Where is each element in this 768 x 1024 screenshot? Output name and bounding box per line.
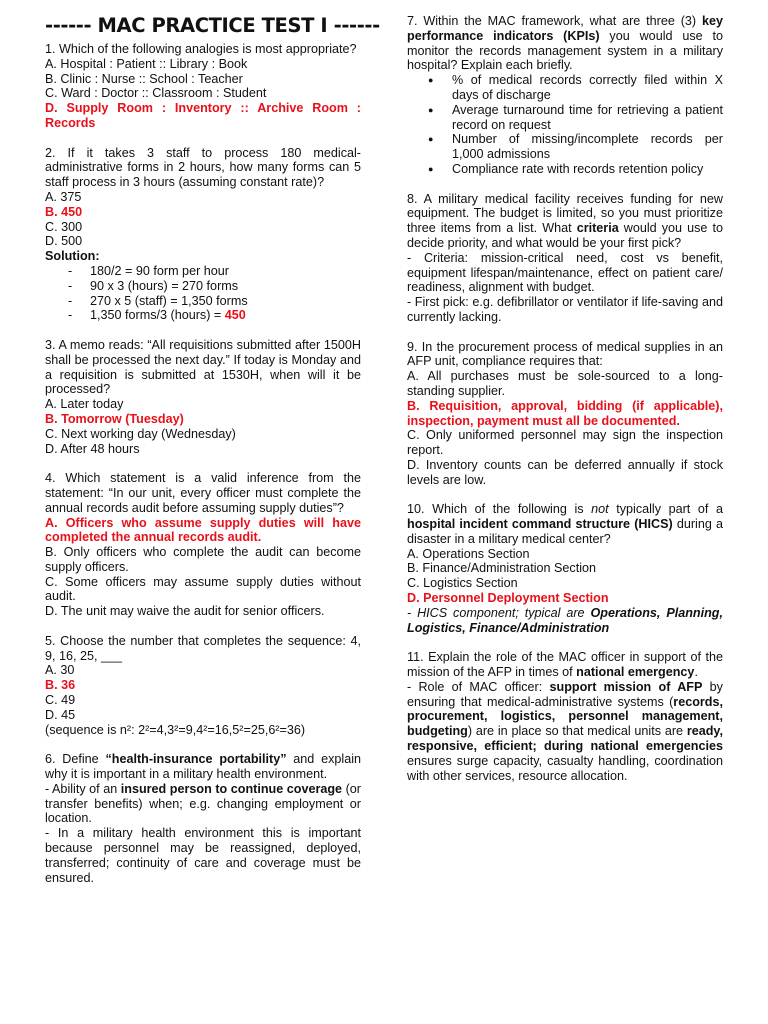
option-b-correct: B. 36: [45, 678, 76, 693]
option-c: C. Some officers may assume supply duties without audit.: [45, 574, 361, 604]
question-stem: 7. Within the MAC framework, what are three (3) key performance indicators (KPIs) you would use to monitor the records management system in a military hospital? Explain each briefly.: [407, 14, 724, 73]
kpi-item: ● Compliance rate with records retention policy: [428, 162, 723, 177]
option-c: C. Ward : Doctor :: Classroom : Student: [45, 86, 267, 101]
answer-line: - First pick: e.g. defibrillator or ventilator if life-saving and currently lacking.: [407, 295, 723, 324]
option-d: D. 500: [45, 234, 83, 249]
solution-step: - 1,350 forms/3 (hours) = 450: [68, 308, 361, 323]
option-c: C. 300: [45, 219, 83, 234]
question-stem: 6. Define “health-insurance portability” and explain why it is important in a military health environment.: [45, 752, 362, 782]
solution-answer: 450: [224, 308, 246, 323]
question-stem: 10. Which of the following is not typically part of a hospital incident command structure (HICS) during a disaster in a military medical center?: [407, 502, 723, 546]
solution-step: - 270 x 5 (staff) = 1,350 forms: [68, 294, 361, 309]
left-column: [45, 12, 380, 885]
solution-step: - 180/2 = 90 form per hour: [68, 264, 361, 279]
option-b: B. Finance/Administration Section: [407, 561, 596, 576]
option-c: C. Only uniformed personnel may sign the inspection report.: [407, 428, 723, 458]
option-c: C. Logistics Section: [407, 576, 518, 591]
question-stem: 8. A military medical facility receives funding for new equipment. The budget is limited, so you must prioritize three items from a list. What criteria would you use to decide priority, and what would be your first pick?: [407, 191, 723, 250]
question-1: [45, 42, 361, 131]
solution-steps: [45, 264, 361, 323]
option-a: A. Hospital : Patient :: Library : Book: [45, 56, 248, 71]
question-4: [45, 471, 361, 619]
solution-step: - 90 x 3 (hours) = 270 forms: [68, 279, 361, 294]
option-b: B. Only officers who complete the audit can become supply officers.: [45, 545, 361, 574]
kpi-item: ● Average turnaround time for retrieving a patient record on request: [428, 103, 723, 133]
answer-line: - Role of MAC officer: support mission of AFP by ensuring that medical-administrative systems (records, procurement, logistics, personnel management, budgeting) are in place so that medical units are ready, responsive, efficient; during national emergencies ensures surge capacity, casualty handling, coordination with other services, resource allocation.: [407, 679, 723, 783]
question-stem: 11. Explain the role of the MAC officer in support of the mission of the AFP in times of national emergency.: [407, 650, 723, 680]
option-a: A. Later today: [45, 397, 124, 412]
answer-line: - Criteria: mission-critical need, cost vs benefit, equipment lifespan/maintenance, effect on patient care/ readiness, alignment with budget.: [407, 250, 723, 295]
question-stem: 9. In the procurement process of medical supplies in an AFP unit, compliance requires that:: [407, 339, 723, 369]
question-stem: 3. A memo reads: “All requisitions submitted after 1500H shall be processed the next day.” If today is Monday and a requisition is submitted at 1530H, when will it be processed?: [45, 337, 361, 397]
option-d-correct: D. Personnel Deployment Section: [407, 591, 609, 606]
page-title: ------ MAC PRACTICE TEST I ------: [45, 14, 380, 37]
option-a: A. 30: [45, 663, 75, 678]
option-a: A. Operations Section: [407, 546, 530, 561]
option-d: D. The unit may waive the audit for senior officers.: [45, 604, 325, 619]
option-c: C. 49: [45, 693, 76, 708]
hics-note: - HICS component; typical are Operations, Planning, Logistics, Finance/Administration: [407, 605, 723, 635]
question-3: [45, 338, 361, 456]
option-b-correct: B. Tomorrow (Tuesday): [45, 411, 184, 426]
sequence-note: (sequence is n²: 2²=4,3²=9,4²=16,5²=25,6²=36): [45, 722, 306, 737]
question-9: [407, 340, 723, 488]
kpi-item: ● Number of missing/incomplete records per 1,000 admissions: [428, 132, 723, 162]
answer-line: - In a military health environment this is important because personnel may be reassigned, deployed, transferred; continuity of care and coverage must be ensured.: [45, 826, 361, 885]
question-7: [407, 14, 723, 177]
question-stem: 5. Choose the number that completes the sequence: 4, 9, 16, 25, ___: [45, 633, 361, 663]
question-stem: 1. Which of the following analogies is most appropriate?: [45, 42, 357, 56]
option-d: D. 45: [45, 707, 76, 722]
option-b: B. Clinic : Nurse :: School : Teacher: [45, 71, 243, 86]
option-a-correct: A. Officers who assume supply duties will have completed the annual records audit.: [45, 515, 361, 545]
question-8: [407, 192, 723, 325]
solution-label: Solution:: [45, 249, 100, 264]
question-10: [407, 502, 723, 635]
question-stem: 4. Which statement is a valid inference from the statement: “In our unit, every officer must complete the annual records audit before assuming supply duties”?: [45, 471, 361, 515]
question-stem: 2. If it takes 3 staff to process 180 medical-administrative forms in 2 hours, how many forms can 5 staff process in 3 hours (assuming constant rate)?: [45, 145, 361, 190]
question-6: [45, 752, 361, 885]
option-a: A. 375: [45, 189, 82, 204]
question-11: [407, 650, 723, 783]
option-c: C. Next working day (Wednesday): [45, 426, 236, 441]
option-d: D. Inventory counts can be deferred annually if stock levels are low.: [407, 457, 723, 487]
question-2: [45, 146, 361, 324]
option-d-correct: D. Supply Room : Inventory :: Archive Room : Records: [45, 101, 361, 130]
answer-line: - Ability of an insured person to continue coverage (or transfer benefits) when; e.g. changing employment or location.: [45, 781, 361, 826]
right-column: [407, 14, 723, 783]
option-b-correct: B. Requisition, approval, bidding (if applicable), inspection, payment must all be documented.: [407, 398, 723, 428]
kpi-item: ● % of medical records correctly filed within X days of discharge: [428, 73, 723, 103]
option-a: A. All purchases must be sole-sourced to a long-standing supplier.: [407, 369, 723, 398]
option-d: D. After 48 hours: [45, 441, 140, 456]
option-b-correct: B. 450: [45, 204, 83, 219]
question-5: [45, 634, 361, 738]
kpi-list: [407, 73, 723, 177]
